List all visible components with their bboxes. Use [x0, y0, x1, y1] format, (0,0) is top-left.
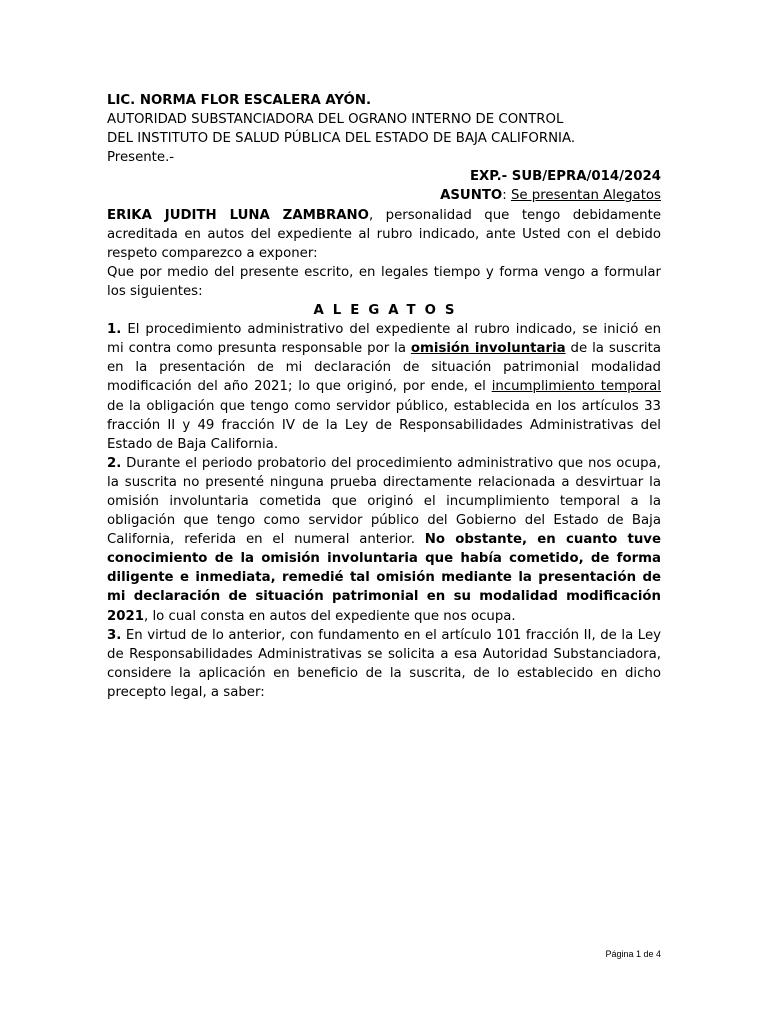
addressee-line: DEL INSTITUTO DE SALUD PÚBLICA DEL ESTADO DE BAJA CALIFORNIA.	[107, 131, 576, 147]
item-text: En virtud de lo anterior, con fundamento en el artículo 101 fracción II, de la Ley de Responsabilidades Administrativas se solicita a esa Autoridad Substanciadora, considere la aplicación en beneficio de la suscrita, de lo establecido en dicho precepto legal, a saber:	[107, 627, 661, 700]
expediente-number: EXP.- SUB/EPRA/014/2024	[469, 169, 661, 185]
document-body	[107, 91, 661, 702]
asunto-line	[107, 186, 661, 205]
asunto-label: ASUNTO	[440, 188, 503, 204]
alegato-item-3	[107, 626, 661, 702]
item-text: Durante el periodo probatorio del procedimiento administrativo que nos ocupa, la suscrita no presenté ninguna prueba directamente relacionada a desvirtuar la omisión involuntaria cometida que originó el incumplimiento temporal a la obligación que tengo como servidor público del Gobierno del Estado de Baja California, referida en el numeral anterior.	[107, 455, 661, 548]
item-text: de la suscrita en la presentación de mi declaración de situación patrimonial modalidad modificación del año 2021; lo que originó, por ende, el	[107, 341, 661, 395]
item-underline: incumplimiento temporal	[491, 379, 661, 395]
page-number-footer: Página 1 de 4	[605, 949, 661, 959]
item-text: , lo cual consta en autos del expediente que nos ocupa.	[144, 608, 516, 624]
item-emphasis: omisión involuntaria	[410, 341, 566, 357]
item-number: 2.	[107, 455, 122, 471]
item-text: El procedimiento administrativo del expediente al rubro indicado, se inició en mi contra como presunta responsable por la	[107, 322, 661, 357]
item-number: 3.	[107, 627, 122, 643]
addressee-line: Presente.-	[107, 150, 175, 166]
item-text: de la obligación que tengo como servidor público, establecida en los artículos 33 fracción II y 49 fracción IV de la Ley de Responsabilidades Administrativas del Estado de Baja California.	[107, 398, 661, 452]
addressee-block	[107, 91, 661, 167]
appellant-name: ERIKA JUDITH LUNA ZAMBRANO	[107, 207, 369, 223]
section-heading: ALEGATOS	[313, 303, 464, 319]
addressee-line: AUTORIDAD SUBSTANCIADORA DEL OGRANO INTERNO DE CONTROL	[107, 112, 564, 128]
item-emphasis: No obstante, en cuanto tuve conocimiento de la omisión involuntaria que había cometido, de forma diligente e inmediata, remedié tal omisión mediante la presentación de mi declaración de situación patrimonial en su modalidad modificación 2021	[107, 532, 661, 624]
asunto-separator: :	[502, 188, 511, 204]
asunto-value: Se presentan Alegatos	[510, 188, 661, 204]
intro-paragraph	[107, 206, 661, 263]
addressee-name: LIC. NORMA FLOR ESCALERA AYÓN.	[107, 93, 372, 108]
item-number: 1.	[107, 322, 122, 338]
formulation-paragraph: Que por medio del presente escrito, en legales tiempo y forma vengo a formular los siguientes:	[107, 264, 661, 299]
alegato-item-2	[107, 454, 661, 626]
alegato-item-1	[107, 320, 661, 454]
intro-text: , personalidad que tengo debidamente acreditada en autos del expediente al rubro indicado, ante Usted con el debido respeto comparezco a exponer:	[107, 207, 661, 261]
